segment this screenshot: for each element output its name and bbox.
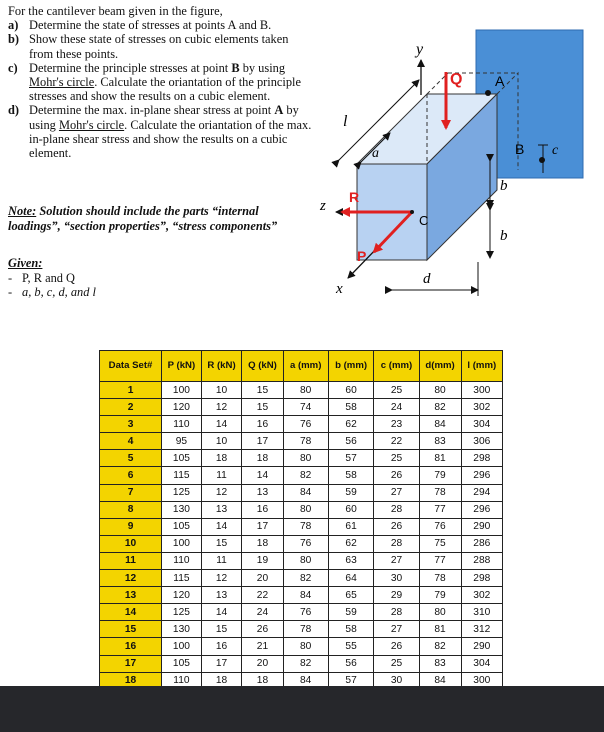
table-cell: 16: [201, 638, 242, 655]
table-header-cell: l (mm): [461, 351, 502, 382]
table-cell: 80: [283, 501, 328, 518]
table-cell: 17: [242, 433, 283, 450]
data-set-id-cell: 13: [100, 587, 162, 604]
table-cell: 78: [283, 433, 328, 450]
table-cell: 21: [242, 638, 283, 655]
table-header-cell: d(mm): [419, 351, 461, 382]
table-cell: 130: [162, 501, 202, 518]
data-set-id-cell: 8: [100, 501, 162, 518]
question-label: a): [8, 18, 19, 33]
table-cell: 16: [242, 501, 283, 518]
table-cell: 300: [461, 382, 502, 399]
table-cell: 298: [461, 570, 502, 587]
problem-intro: For the cantilever beam given in the figure,: [8, 4, 223, 18]
table-cell: 64: [328, 570, 374, 587]
table-cell: 110: [162, 672, 202, 689]
point-label: B: [231, 60, 240, 75]
table-cell: 78: [419, 570, 461, 587]
table-row: [100, 587, 503, 604]
table-cell: 81: [419, 450, 461, 467]
question-d: [8, 103, 313, 160]
table-row: [100, 518, 503, 535]
given-item-text: P, R and Q: [22, 270, 76, 285]
table-cell: 84: [283, 484, 328, 501]
table-cell: 14: [201, 518, 242, 535]
table-cell: 80: [283, 552, 328, 569]
question-text-part: . Calculate the oriantation of the max. in-plane shear stress and show the results on a cubic element.: [29, 117, 312, 161]
table-cell: 105: [162, 518, 202, 535]
table-header-cell: R (kN): [201, 351, 242, 382]
table-cell: 19: [242, 552, 283, 569]
given-item: - a, b, c, d, and l: [8, 285, 96, 300]
table-cell: 27: [374, 621, 419, 638]
data-set-id-cell: 1: [100, 382, 162, 399]
table-cell: 83: [419, 655, 461, 672]
table-cell: 81: [419, 621, 461, 638]
table-cell: 82: [283, 467, 328, 484]
table-cell: 82: [419, 638, 461, 655]
table-cell: 65: [328, 587, 374, 604]
table-cell: 14: [201, 416, 242, 433]
table-cell: 74: [283, 399, 328, 416]
table-cell: 60: [328, 501, 374, 518]
table-cell: 62: [328, 416, 374, 433]
table-cell: 296: [461, 501, 502, 518]
table-cell: 16: [242, 416, 283, 433]
point-label: A: [274, 103, 284, 118]
given-title: Given:: [8, 256, 43, 270]
note-text: Solution should include the parts “internal loadings”, “section properties”, “stress components”: [8, 204, 278, 233]
table-cell: 13: [201, 587, 242, 604]
data-set-id-cell: 2: [100, 399, 162, 416]
table-cell: 25: [374, 450, 419, 467]
table-cell: 28: [374, 604, 419, 621]
data-set-id-cell: 3: [100, 416, 162, 433]
table-cell: 79: [419, 587, 461, 604]
table-cell: 306: [461, 433, 502, 450]
table-row: [100, 433, 503, 450]
table-cell: 20: [242, 655, 283, 672]
table-cell: 18: [201, 672, 242, 689]
table-cell: 80: [283, 382, 328, 399]
table-cell: 30: [374, 570, 419, 587]
table-cell: 80: [419, 382, 461, 399]
mohr-circle-link: Mohr's circle: [29, 75, 95, 90]
force-label-q: Q: [450, 71, 463, 88]
table-cell: 83: [419, 433, 461, 450]
data-set-id-cell: 18: [100, 672, 162, 689]
table-cell: 15: [201, 535, 242, 552]
table-cell: 56: [328, 433, 374, 450]
table-cell: 22: [242, 587, 283, 604]
table-cell: 304: [461, 655, 502, 672]
table-cell: 11: [201, 467, 242, 484]
table-row: [100, 467, 503, 484]
data-set-id-cell: 10: [100, 535, 162, 552]
table-cell: 24: [374, 399, 419, 416]
table-cell: 14: [201, 604, 242, 621]
table-cell: 58: [328, 467, 374, 484]
table-cell: 55: [328, 638, 374, 655]
table-cell: 298: [461, 450, 502, 467]
data-set-id-cell: 11: [100, 552, 162, 569]
dimension-label-l: l: [343, 113, 348, 130]
note-label: Note:: [8, 204, 37, 218]
data-table-container: [99, 350, 503, 695]
table-cell: 26: [374, 518, 419, 535]
table-cell: 82: [283, 655, 328, 672]
table-cell: 78: [419, 484, 461, 501]
data-set-id-cell: 7: [100, 484, 162, 501]
table-cell: 120: [162, 587, 202, 604]
table-cell: 59: [328, 484, 374, 501]
table-header-cell: a (mm): [283, 351, 328, 382]
table-cell: 17: [201, 655, 242, 672]
table-cell: 76: [283, 416, 328, 433]
table-cell: 15: [201, 621, 242, 638]
table-cell: 80: [283, 450, 328, 467]
table-cell: 14: [242, 467, 283, 484]
table-cell: 294: [461, 484, 502, 501]
data-set-id-cell: 16: [100, 638, 162, 655]
table-cell: 12: [201, 484, 242, 501]
table-cell: 76: [283, 535, 328, 552]
table-cell: 27: [374, 484, 419, 501]
question-label: c): [8, 60, 18, 75]
table-row: [100, 382, 503, 399]
mohr-circle-link: Mohr's circle: [58, 117, 125, 132]
table-cell: 20: [242, 570, 283, 587]
table-cell: 13: [201, 501, 242, 518]
table-cell: 18: [201, 450, 242, 467]
table-cell: 75: [419, 535, 461, 552]
table-cell: 63: [328, 552, 374, 569]
table-cell: 100: [162, 382, 202, 399]
table-cell: 15: [242, 382, 283, 399]
table-cell: 13: [242, 484, 283, 501]
force-label-r: R: [349, 189, 360, 205]
table-cell: 76: [419, 518, 461, 535]
data-set-id-cell: 14: [100, 604, 162, 621]
table-cell: 12: [201, 399, 242, 416]
table-cell: 61: [328, 518, 374, 535]
table-cell: 62: [328, 535, 374, 552]
table-cell: 24: [242, 604, 283, 621]
table-cell: 78: [283, 518, 328, 535]
table-cell: 84: [419, 416, 461, 433]
table-row: [100, 655, 503, 672]
table-cell: 84: [283, 672, 328, 689]
table-cell: 10: [201, 433, 242, 450]
data-set-id-cell: 12: [100, 570, 162, 587]
table-cell: 302: [461, 399, 502, 416]
axis-label-z: z: [320, 198, 326, 214]
note: [8, 204, 313, 233]
table-cell: 77: [419, 501, 461, 518]
table-cell: 105: [162, 655, 202, 672]
table-cell: 79: [419, 467, 461, 484]
table-body: [100, 382, 503, 690]
table-cell: 77: [419, 552, 461, 569]
question-text-part: by using: [239, 60, 286, 75]
table-row: [100, 535, 503, 552]
point-a-marker: [485, 90, 491, 96]
table-cell: 115: [162, 570, 202, 587]
dimension-label-c: c: [552, 143, 559, 158]
question-text: Show these state of stresses on cubic elements taken from these points.: [29, 32, 289, 61]
table-cell: 288: [461, 552, 502, 569]
question-text: [29, 103, 313, 160]
table-cell: 302: [461, 587, 502, 604]
table-cell: 58: [328, 399, 374, 416]
table-row: [100, 416, 503, 433]
question-text-part: Determine the max. in-plane shear stress at point: [29, 103, 275, 118]
table-cell: 120: [162, 399, 202, 416]
table-cell: 125: [162, 604, 202, 621]
table-header-cell: Data Set#: [100, 351, 162, 382]
table-cell: 312: [461, 621, 502, 638]
table-cell: 78: [283, 621, 328, 638]
table-row: [100, 450, 503, 467]
point-b-marker: [539, 157, 545, 163]
question-text: [29, 61, 313, 104]
table-cell: 27: [374, 552, 419, 569]
data-set-id-cell: 6: [100, 467, 162, 484]
table-cell: 80: [419, 604, 461, 621]
table-cell: 59: [328, 604, 374, 621]
data-set-id-cell: 17: [100, 655, 162, 672]
axis-label-x: x: [336, 281, 343, 297]
table-cell: 18: [242, 672, 283, 689]
question-a: [8, 18, 313, 32]
data-set-id-cell: 5: [100, 450, 162, 467]
table-cell: 15: [242, 399, 283, 416]
point-label-c: C: [419, 213, 429, 228]
question-text-part: Determine the principle stresses at point: [29, 60, 232, 75]
table-row: [100, 399, 503, 416]
table-cell: 290: [461, 518, 502, 535]
table-cell: 300: [461, 672, 502, 689]
table-cell: 17: [242, 518, 283, 535]
point-c-marker: [410, 210, 414, 214]
dimension-label-d: d: [423, 271, 431, 287]
given-item: - P, R and Q: [8, 270, 76, 285]
table-cell: 60: [328, 382, 374, 399]
data-set-id-cell: 15: [100, 621, 162, 638]
table-cell: 23: [374, 416, 419, 433]
table-cell: 82: [419, 399, 461, 416]
table-cell: 286: [461, 535, 502, 552]
table-cell: 57: [328, 672, 374, 689]
table-cell: 84: [283, 587, 328, 604]
point-label-b: B: [515, 141, 525, 157]
table-cell: 28: [374, 501, 419, 518]
table-cell: 310: [461, 604, 502, 621]
dimension-label-a: a: [372, 146, 379, 161]
question-label: b): [8, 32, 20, 47]
table-cell: 29: [374, 587, 419, 604]
table-cell: 18: [242, 535, 283, 552]
table-cell: 110: [162, 416, 202, 433]
table-cell: 115: [162, 467, 202, 484]
given-item-text: a, b, c, d, and l: [22, 285, 96, 300]
table-cell: 82: [283, 570, 328, 587]
table-cell: 25: [374, 655, 419, 672]
table-row: [100, 552, 503, 569]
table-cell: 125: [162, 484, 202, 501]
table-row: [100, 604, 503, 621]
table-cell: 12: [201, 570, 242, 587]
table-cell: 28: [374, 535, 419, 552]
table-cell: 10: [201, 382, 242, 399]
question-text-part: by using: [29, 103, 299, 132]
table-row: [100, 621, 503, 638]
table-cell: 30: [374, 672, 419, 689]
table-cell: 26: [242, 621, 283, 638]
table-cell: 110: [162, 552, 202, 569]
table-cell: 18: [242, 450, 283, 467]
question-c: [8, 61, 313, 104]
bottom-bar: [0, 686, 604, 732]
table-cell: 76: [283, 604, 328, 621]
question-label: d): [8, 103, 20, 118]
question-text-part: . Calculate the oriantation of the principle stresses and show the results on a cubic element.: [29, 75, 301, 104]
axis-label-y: y: [416, 41, 424, 58]
table-header-cell: c (mm): [374, 351, 419, 382]
table-header-cell: P (kN): [162, 351, 202, 382]
force-label-p: P: [357, 248, 367, 264]
question-text: Determine the state of stresses at points A and B.: [29, 18, 272, 33]
data-table: [99, 350, 503, 690]
dimension-label-b: b: [500, 228, 508, 244]
point-label-a: A: [495, 73, 505, 89]
table-cell: 80: [283, 638, 328, 655]
problem-statement: [8, 4, 313, 160]
given-section: [8, 256, 208, 300]
table-cell: 296: [461, 467, 502, 484]
table-header-cell: Q (kN): [242, 351, 283, 382]
data-set-id-cell: 4: [100, 433, 162, 450]
table-cell: 25: [374, 382, 419, 399]
table-cell: 26: [374, 638, 419, 655]
table-cell: 304: [461, 416, 502, 433]
table-cell: 130: [162, 621, 202, 638]
beam-figure: [312, 0, 604, 300]
table-cell: 95: [162, 433, 202, 450]
table-row: [100, 638, 503, 655]
table-cell: 105: [162, 450, 202, 467]
table-cell: 11: [201, 552, 242, 569]
table-cell: 100: [162, 638, 202, 655]
table-cell: 58: [328, 621, 374, 638]
data-set-id-cell: 9: [100, 518, 162, 535]
table-row: [100, 501, 503, 518]
table-cell: 100: [162, 535, 202, 552]
table-cell: 84: [419, 672, 461, 689]
table-row: [100, 570, 503, 587]
table-header-cell: b (mm): [328, 351, 374, 382]
table-cell: 26: [374, 467, 419, 484]
table-cell: 56: [328, 655, 374, 672]
table-cell: 290: [461, 638, 502, 655]
table-header-row: [100, 351, 503, 382]
question-b: [8, 32, 313, 60]
table-cell: 22: [374, 433, 419, 450]
dimension-label-b: b: [500, 178, 508, 194]
table-row: [100, 484, 503, 501]
table-cell: 57: [328, 450, 374, 467]
